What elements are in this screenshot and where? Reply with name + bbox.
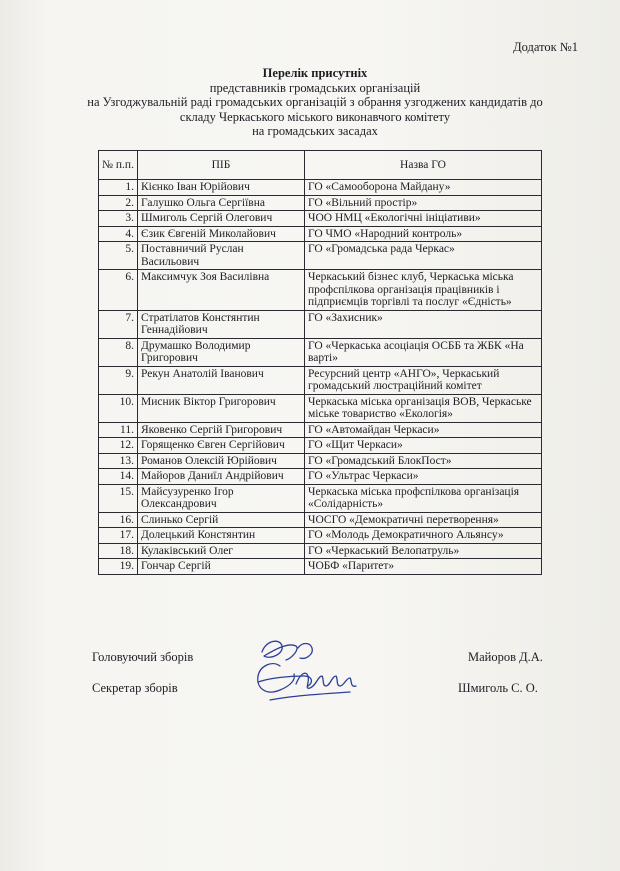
row-organization: ЧОО НМЦ «Екологічні ініціативи» xyxy=(305,211,542,227)
row-number: 2. xyxy=(99,195,138,211)
row-name: Майоров Даниїл Андрійович xyxy=(138,469,305,485)
row-organization: ГО «Самооборона Майдану» xyxy=(305,180,542,196)
table-row xyxy=(99,453,542,469)
table-row xyxy=(99,226,542,242)
row-number: 19. xyxy=(99,559,138,575)
row-organization: ГО ЧМО «Народний контроль» xyxy=(305,226,542,242)
row-organization: ГО «Захисник» xyxy=(305,310,542,338)
row-number: 1. xyxy=(99,180,138,196)
row-organization: ГО «Черкаський Велопатруль» xyxy=(305,543,542,559)
heading-line-2: на Узгоджувальній раді громадських організацій з обрання узгоджених кандидатів до xyxy=(87,95,543,109)
row-organization: ГО «Автомайдан Черкаси» xyxy=(305,422,542,438)
table-header-row xyxy=(99,151,542,180)
row-organization: Черкаська міська профспілкова організація «Солідарність» xyxy=(305,484,542,512)
row-organization: ЧОБФ «Паритет» xyxy=(305,559,542,575)
row-name: Кулаківський Олег xyxy=(138,543,305,559)
table-row xyxy=(99,270,542,311)
row-organization: Черкаський бізнес клуб, Черкаська міська профспілкова організація працівників і підприємців торгівлі та послуг «Єдність» xyxy=(305,270,542,311)
chair-label: Головуючий зборів xyxy=(92,650,194,664)
row-organization: ГО «Молодь Демократичного Альянсу» xyxy=(305,528,542,544)
handwritten-signature xyxy=(240,630,370,710)
row-organization: ГО «Вільний простір» xyxy=(305,195,542,211)
table-row xyxy=(99,180,542,196)
row-number: 13. xyxy=(99,453,138,469)
row-name: Майсузуренко Ігор Олександрович xyxy=(138,484,305,512)
row-name: Слинько Сергій xyxy=(138,512,305,528)
document-title: Перелік присутніх xyxy=(262,66,368,80)
table-row xyxy=(99,559,542,575)
row-name: Романов Олексій Юрійович xyxy=(138,453,305,469)
attendees-table xyxy=(98,150,542,575)
table-body xyxy=(99,180,542,575)
row-number: 12. xyxy=(99,438,138,454)
row-name: Яковенко Сергій Григорович xyxy=(138,422,305,438)
column-header-name: ПІБ xyxy=(138,151,305,180)
row-name: Шмиголь Сергій Олегович xyxy=(138,211,305,227)
row-name: Гончар Сергій xyxy=(138,559,305,575)
secretary-name: Шмиголь С. О. xyxy=(458,681,538,695)
row-number: 3. xyxy=(99,211,138,227)
appendix-label: Додаток №1 xyxy=(513,40,578,54)
row-number: 10. xyxy=(99,394,138,422)
row-organization: ГО «Громадська рада Черкас» xyxy=(305,242,542,270)
row-name: Мисник Віктор Григорович xyxy=(138,394,305,422)
table-row xyxy=(99,422,542,438)
row-name: Єзик Євгеній Миколайович xyxy=(138,226,305,242)
secretary-label: Секретар зборів xyxy=(92,681,178,695)
row-number: 14. xyxy=(99,469,138,485)
row-name: Друмашко Володимир Григорович xyxy=(138,338,305,366)
row-organization: Ресурсний центр «АНГО», Черкаський громадський люстраційний комітет xyxy=(305,366,542,394)
row-organization: Черкаська міська організація ВОВ, Черкаське міське товариство «Екологія» xyxy=(305,394,542,422)
heading-line-1: представників громадських організацій xyxy=(209,80,421,95)
row-name: Горященко Євген Сергійович xyxy=(138,438,305,454)
table-row xyxy=(99,438,542,454)
row-number: 5. xyxy=(99,242,138,270)
table-row xyxy=(99,338,542,366)
row-name: Галушко Ольга Сергіївна xyxy=(138,195,305,211)
row-name: Максимчук Зоя Василівна xyxy=(138,270,305,311)
heading-line-4: на громадських засадах xyxy=(252,124,378,138)
row-number: 11. xyxy=(99,422,138,438)
row-name: Рекун Анатолій Іванович xyxy=(138,366,305,394)
row-number: 18. xyxy=(99,543,138,559)
table-row xyxy=(99,310,542,338)
row-number: 8. xyxy=(99,338,138,366)
row-organization: ГО «Черкаська асоціація ОСББ та ЖБК «На варті» xyxy=(305,338,542,366)
row-organization: ЧОСГО «Демократичні перетворення» xyxy=(305,512,542,528)
table-row xyxy=(99,366,542,394)
row-number: 7. xyxy=(99,310,138,338)
table-row xyxy=(99,484,542,512)
row-number: 6. xyxy=(99,270,138,311)
row-organization: ГО «Щит Черкаси» xyxy=(305,438,542,454)
table-row xyxy=(99,211,542,227)
row-organization: ГО «Ультрас Черкаси» xyxy=(305,469,542,485)
table-row xyxy=(99,394,542,422)
table-row xyxy=(99,512,542,528)
row-name: Кієнко Іван Юрійович xyxy=(138,180,305,196)
table-row xyxy=(99,528,542,544)
row-name: Долецький Констянтин xyxy=(138,528,305,544)
table-row xyxy=(99,469,542,485)
row-number: 16. xyxy=(99,512,138,528)
column-header-organization: Назва ГО xyxy=(305,151,542,180)
table-row xyxy=(99,195,542,211)
heading-line-3: складу Черкаського міського виконавчого комітету xyxy=(179,109,451,124)
row-name: Стратілатов Констянтин Геннадійович xyxy=(138,310,305,338)
document-heading xyxy=(60,66,570,139)
table-row xyxy=(99,242,542,270)
row-number: 4. xyxy=(99,226,138,242)
row-organization: ГО «Громадський БлокПост» xyxy=(305,453,542,469)
table-row xyxy=(99,543,542,559)
row-number: 15. xyxy=(99,484,138,512)
row-number: 17. xyxy=(99,528,138,544)
row-name: Поставничий Руслан Васильович xyxy=(138,242,305,270)
chair-name: Майоров Д.А. xyxy=(468,650,543,664)
column-header-number: № п.п. xyxy=(99,151,138,180)
row-number: 9. xyxy=(99,366,138,394)
